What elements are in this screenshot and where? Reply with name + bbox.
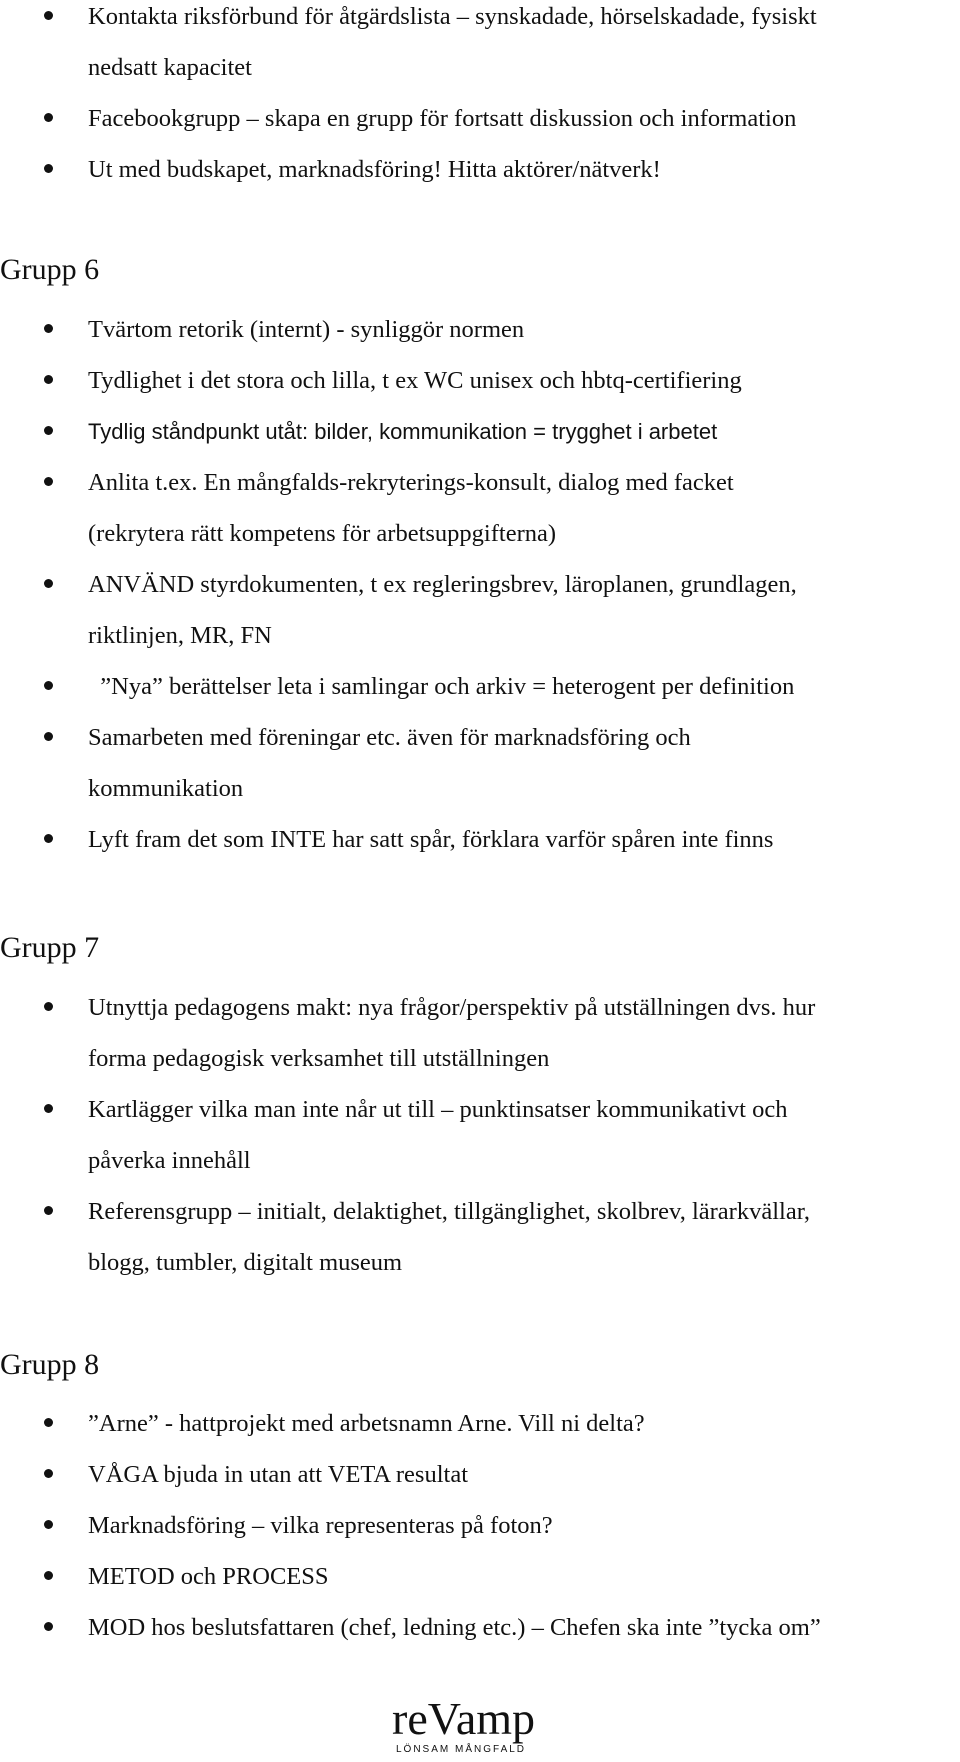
list-item: Lyft fram det som INTE har satt spår, förklara varför spåren inte finns	[0, 814, 960, 865]
bullet-icon	[44, 1104, 53, 1113]
list-item: Referensgrupp – initialt, delaktighet, tillgänglighet, skolbrev, lärarkvällar, blogg, tumbler, digitalt museum	[0, 1186, 960, 1288]
logo-wordmark: reVamp	[392, 1693, 536, 1744]
list-item: ”Arne” - hattprojekt med arbetsnamn Arne. Vill ni delta?	[0, 1398, 960, 1449]
list-item: METOD och PROCESS	[0, 1551, 960, 1602]
list-item: Tydlig ståndpunkt utåt: bilder, kommunikation = trygghet i arbetet	[0, 406, 960, 457]
list-item: Facebookgrupp – skapa en grupp för fortsatt diskussion och information	[0, 93, 960, 144]
list-item: ANVÄND styrdokumenten, t ex regleringsbrev, läroplanen, grundlagen, riktlinjen, MR, FN	[0, 559, 960, 661]
logo-graphic	[392, 1690, 572, 1756]
list-item: Anlita t.ex. En mångfalds-rekryterings-konsult, dialog med facket (rekrytera rätt kompetens för arbetsuppgifterna)	[0, 457, 960, 559]
list-item: Tvärtom retorik (internt) - synliggör normen	[0, 304, 960, 355]
section-heading-grupp-8: Grupp 8	[0, 1348, 100, 1381]
list-item: Samarbeten med föreningar etc. även för marknadsföring och kommunikation	[0, 712, 960, 814]
logo-tagline: LÖNSAM MÅNGFALD	[396, 1744, 527, 1755]
grupp-7-list	[0, 982, 960, 1288]
bullet-icon	[44, 11, 53, 20]
bullet-icon	[44, 681, 53, 690]
bullet-icon	[44, 164, 53, 173]
grupp-6-list	[0, 304, 960, 865]
list-item: Kontakta riksförbund för åtgärdslista – synskadade, hörselskadade, fysiskt nedsatt kapacitet	[0, 0, 960, 93]
list-item: Kartlägger vilka man inte når ut till – punktinsatser kommunikativt och påverka innehåll	[0, 1084, 960, 1186]
bullet-icon	[44, 1469, 53, 1478]
grupp-8-list	[0, 1398, 960, 1653]
list-item: Utnyttja pedagogens makt: nya frågor/perspektiv på utställningen dvs. hur forma pedagogisk verksamhet till utställningen	[0, 982, 960, 1084]
bullet-icon	[44, 1571, 53, 1580]
intro-list	[0, 0, 960, 195]
revamp-logo	[392, 1690, 572, 1756]
list-item: VÅGA bjuda in utan att VETA resultat	[0, 1449, 960, 1500]
bullet-icon	[44, 732, 53, 741]
bullet-icon	[44, 579, 53, 588]
list-item: Ut med budskapet, marknadsföring! Hitta aktörer/nätverk!	[0, 144, 960, 195]
list-item: MOD hos beslutsfattaren (chef, ledning etc.) – Chefen ska inte ”tycka om”	[0, 1602, 960, 1653]
bullet-icon	[44, 324, 53, 333]
section-heading-grupp-6: Grupp 6	[0, 253, 100, 286]
list-item: ”Nya” berättelser leta i samlingar och arkiv = heterogent per definition	[0, 661, 960, 712]
section-heading-grupp-7: Grupp 7	[0, 931, 100, 964]
bullet-icon	[44, 426, 53, 435]
bullet-icon	[44, 1206, 53, 1215]
bullet-icon	[44, 1622, 53, 1631]
bullet-icon	[44, 834, 53, 843]
list-item: Marknadsföring – vilka representeras på foton?	[0, 1500, 960, 1551]
bullet-icon	[44, 1418, 53, 1427]
bullet-icon	[44, 1520, 53, 1529]
bullet-icon	[44, 375, 53, 384]
list-item: Tydlighet i det stora och lilla, t ex WC unisex och hbtq-certifiering	[0, 355, 960, 406]
bullet-icon	[44, 113, 53, 122]
bullet-icon	[44, 477, 53, 486]
bullet-icon	[44, 1002, 53, 1011]
